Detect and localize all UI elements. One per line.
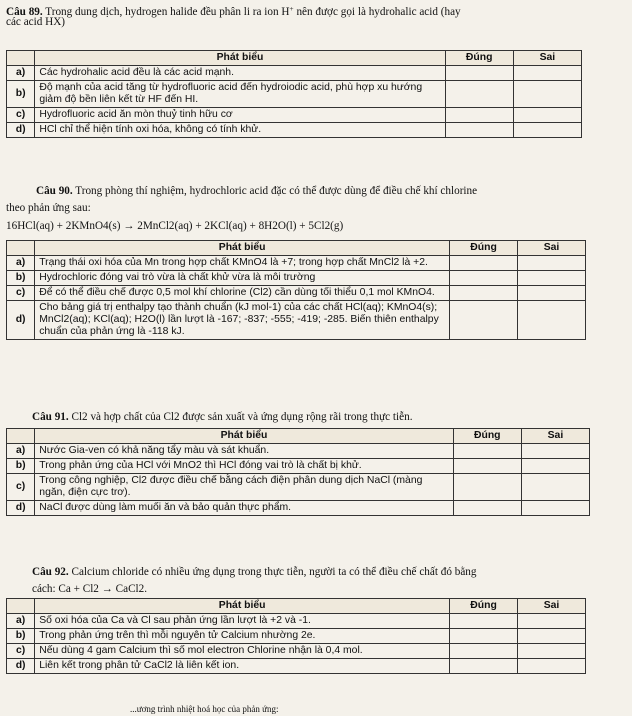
- q89-table: [6, 50, 582, 138]
- q91-intro-text: Cl2 và hợp chất của Cl2 được sản xuất và ứng dụng rộng rãi trong thực tiễn.: [71, 411, 413, 423]
- row-label: c): [7, 644, 35, 659]
- table-row: [7, 444, 590, 459]
- true-cell[interactable]: [450, 659, 518, 674]
- row-label: a): [7, 614, 35, 629]
- false-cell[interactable]: [518, 301, 586, 340]
- header-statement: Phát biểu: [35, 429, 453, 444]
- true-cell[interactable]: [445, 66, 513, 81]
- header-false: Sai: [518, 599, 586, 614]
- header-statement: Phát biểu: [35, 51, 445, 66]
- row-statement: Nếu dùng 4 gam Calcium thì số mol electron Chlorine nhận là 0,4 mol.: [35, 644, 450, 659]
- header-label: [7, 429, 35, 444]
- true-cell[interactable]: [450, 614, 518, 629]
- row-statement: Trạng thái oxi hóa của Mn trong hợp chất KMnO4 là +7; trong hợp chất MnCl2 là +2.: [35, 256, 450, 271]
- true-cell[interactable]: [450, 271, 518, 286]
- table-row: [7, 301, 586, 340]
- true-cell[interactable]: [453, 474, 521, 501]
- row-label: a): [7, 444, 35, 459]
- q89-title: Câu 89.: [6, 6, 43, 18]
- row-label: b): [7, 271, 35, 286]
- row-label: b): [7, 629, 35, 644]
- row-statement: Nước Gia-ven có khả năng tẩy màu và sát khuẩn.: [35, 444, 453, 459]
- false-cell[interactable]: [518, 644, 586, 659]
- false-cell[interactable]: [513, 81, 581, 108]
- true-cell[interactable]: [445, 81, 513, 108]
- true-cell[interactable]: [445, 108, 513, 123]
- false-cell[interactable]: [521, 474, 589, 501]
- footer-cut-text: ...ương trình nhiệt hoá học của phản ứng:: [130, 704, 279, 714]
- q89-intro-sup: +: [289, 4, 294, 13]
- q92-intro: [32, 566, 476, 579]
- row-label: c): [7, 474, 35, 501]
- row-statement: Các hydrohalic acid đều là các acid mạnh.: [35, 66, 445, 81]
- q92-title: Câu 92.: [32, 566, 69, 578]
- q90-title: Câu 90.: [36, 185, 73, 197]
- row-statement: Trong phản ứng trên thì mỗi nguyên tử Calcium nhường 2e.: [35, 629, 450, 644]
- false-cell[interactable]: [521, 444, 589, 459]
- table-row: [7, 256, 586, 271]
- header-true: Đúng: [450, 241, 518, 256]
- table-header-row: [7, 241, 586, 256]
- table-header-row: [7, 51, 582, 66]
- q91-intro: [32, 411, 413, 424]
- row-statement: Để có thể điều chế được 0,5 mol khí chlorine (Cl2) cần dùng tối thiểu 0,1 mol KMnO4.: [35, 286, 450, 301]
- table-row: [7, 614, 586, 629]
- row-label: c): [7, 286, 35, 301]
- false-cell[interactable]: [513, 108, 581, 123]
- table-header-row: [7, 429, 590, 444]
- row-statement: Liên kết trong phân tử CaCl2 là liên kết ion.: [35, 659, 450, 674]
- false-cell[interactable]: [521, 459, 589, 474]
- q92-intro-line2: cách: Ca + Cl2 → CaCl2.: [32, 583, 148, 595]
- table-header-row: [7, 599, 586, 614]
- false-cell[interactable]: [513, 123, 581, 138]
- false-cell[interactable]: [518, 286, 586, 301]
- row-label: d): [7, 301, 35, 340]
- false-cell[interactable]: [518, 659, 586, 674]
- q89-intro: [6, 2, 461, 19]
- header-statement: Phát biểu: [35, 241, 450, 256]
- row-statement: Trong phản ứng của HCl với MnO2 thì HCl đóng vai trò là chất bị khử.: [35, 459, 453, 474]
- q90-intro: [36, 185, 477, 198]
- table-row: [7, 644, 586, 659]
- row-statement: Hydrochloric đóng vai trò vừa là chất khử vừa là môi trường: [35, 271, 450, 286]
- false-cell[interactable]: [518, 256, 586, 271]
- header-label: [7, 599, 35, 614]
- row-label: c): [7, 108, 35, 123]
- q91-title: Câu 91.: [32, 411, 69, 423]
- header-false: Sai: [521, 429, 589, 444]
- row-statement: Cho bảng giá trị enthalpy tạo thành chuẩn (kJ mol-1) của các chất HCl(aq); KMnO4(s); MnCl2(aq); KCl(aq); H2O(l) lần lượt là -167; -837; -555; -419; -285. Biến thiên enthalpy chuẩn của phản ứng là -118 kJ.: [35, 301, 450, 340]
- false-cell[interactable]: [518, 614, 586, 629]
- row-statement: Hydrofluoric acid ăn mòn thuỷ tinh hữu cơ: [35, 108, 445, 123]
- row-statement: HCl chỉ thể hiện tính oxi hóa, không có tính khử.: [35, 123, 445, 138]
- table-row: [7, 81, 582, 108]
- row-label: d): [7, 659, 35, 674]
- row-label: b): [7, 81, 35, 108]
- false-cell[interactable]: [518, 629, 586, 644]
- true-cell[interactable]: [450, 286, 518, 301]
- false-cell[interactable]: [521, 501, 589, 516]
- q89-intro-text-2: nên được gọi là hydrohalic acid (hay: [293, 6, 461, 18]
- table-row: [7, 459, 590, 474]
- q90-intro-line2: theo phản ứng sau:: [6, 202, 91, 214]
- header-true: Đúng: [453, 429, 521, 444]
- table-row: [7, 501, 590, 516]
- row-label: a): [7, 66, 35, 81]
- false-cell[interactable]: [518, 271, 586, 286]
- false-cell[interactable]: [513, 66, 581, 81]
- true-cell[interactable]: [453, 444, 521, 459]
- table-row: [7, 659, 586, 674]
- true-cell[interactable]: [450, 629, 518, 644]
- header-label: [7, 51, 35, 66]
- header-false: Sai: [513, 51, 581, 66]
- row-statement: Trong công nghiệp, Cl2 được điều chế bằng cách điện phân dung dịch NaCl (màng ngăn, điện cực trơ).: [35, 474, 453, 501]
- q89-intro-line2: các acid HX): [6, 16, 66, 28]
- row-statement: NaCl được dùng làm muối ăn và bảo quản thực phẩm.: [35, 501, 453, 516]
- row-statement: Số oxi hóa của Ca và Cl sau phản ứng lần lượt là +2 và -1.: [35, 614, 450, 629]
- true-cell[interactable]: [450, 644, 518, 659]
- row-label: a): [7, 256, 35, 271]
- table-row: [7, 123, 582, 138]
- row-label: b): [7, 459, 35, 474]
- true-cell[interactable]: [445, 123, 513, 138]
- row-label: d): [7, 501, 35, 516]
- q90-table: [6, 240, 586, 340]
- true-cell[interactable]: [453, 459, 521, 474]
- table-row: [7, 286, 586, 301]
- q91-table: [6, 428, 590, 516]
- q92-intro-text: Calcium chloride có nhiều ứng dụng trong thực tiễn, người ta có thể điều chế chất đó bằng: [71, 566, 477, 578]
- header-true: Đúng: [445, 51, 513, 66]
- true-cell[interactable]: [453, 501, 521, 516]
- table-row: [7, 66, 582, 81]
- table-row: [7, 629, 586, 644]
- q92-table: [6, 598, 586, 674]
- row-label: d): [7, 123, 35, 138]
- true-cell[interactable]: [450, 256, 518, 271]
- table-row: [7, 474, 590, 501]
- q90-intro-text: Trong phòng thí nghiệm, hydrochloric acid đặc có thể được dùng để điều chế khí chlorine: [75, 185, 478, 197]
- true-cell[interactable]: [450, 301, 518, 340]
- header-statement: Phát biểu: [35, 599, 450, 614]
- row-statement: Độ mạnh của acid tăng từ hydrofluoric acid đến hydroiodic acid, phù hợp xu hướng giảm độ bền liên kết từ HF đến HI.: [35, 81, 445, 108]
- q90-equation: 16HCl(aq) + 2KMnO4(s) → 2MnCl2(aq) + 2KCl(aq) + 8H2O(l) + 5Cl2(g): [6, 220, 344, 232]
- header-label: [7, 241, 35, 256]
- header-false: Sai: [518, 241, 586, 256]
- table-row: [7, 271, 586, 286]
- table-row: [7, 108, 582, 123]
- q89-intro-text: Trong dung dịch, hydrogen halide đều phân li ra ion H: [45, 6, 290, 18]
- header-true: Đúng: [450, 599, 518, 614]
